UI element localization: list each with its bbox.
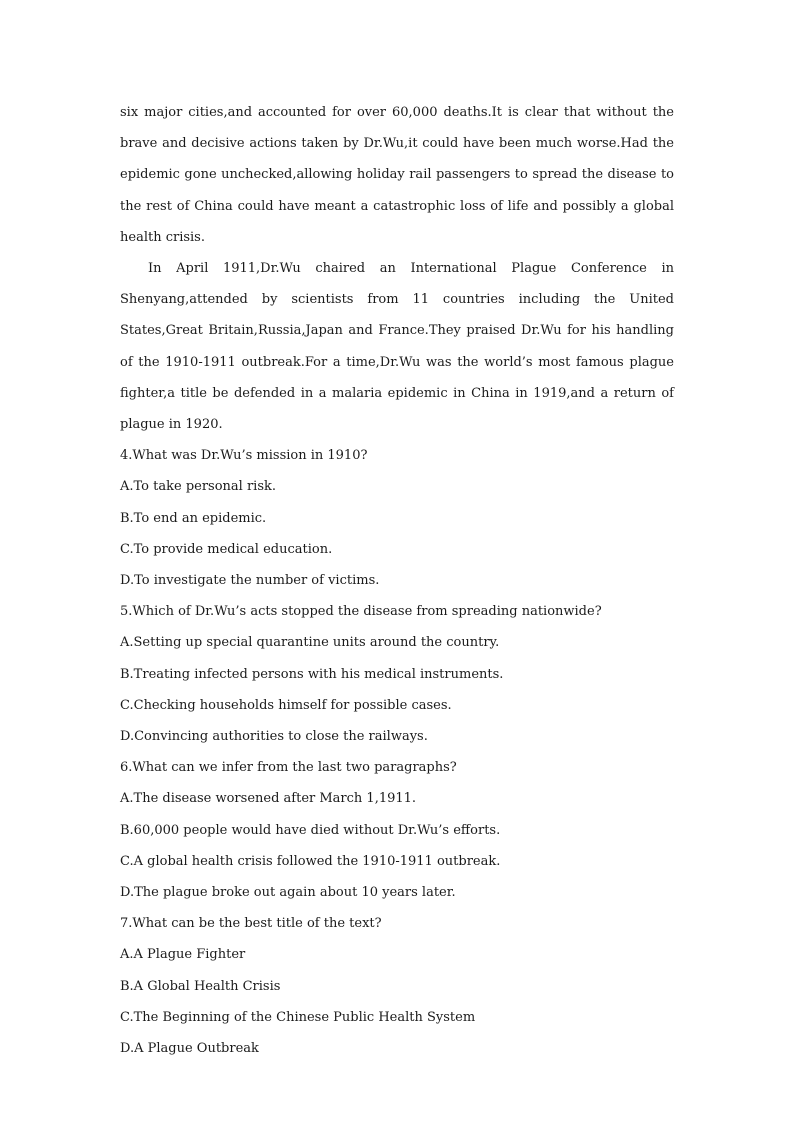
passage-paragraph: In April 1911,Dr.Wu chaired an International Plague Conference in Shenyang,attended by scientists from 11 countries including the United States,Great Britain,Russia,Japan and France.They praised Dr.Wu for his handling of the 1910-1911 outbreak.For a time,Dr.Wu was the world’s most famous plague fighter,a title be defended in a malaria epidemic in China in 1919,and a return of plague in 1920. [120, 261, 674, 433]
answer-option: A.To take personal risk. [120, 479, 277, 495]
question-4 [120, 440, 674, 596]
question-5 [120, 596, 674, 752]
answer-option: C.To provide medical education. [120, 541, 333, 557]
answer-option: D.To investigate the number of victims. [120, 573, 380, 589]
answer-option: C.The Beginning of the Chinese Public Health System [120, 1009, 476, 1025]
answer-option: C.A global health crisis followed the 1910-1911 outbreak. [120, 853, 501, 869]
answer-option: B.Treating infected persons with his medical instruments. [120, 666, 504, 682]
answer-option: A.A Plague Fighter [120, 947, 246, 963]
answer-option: D.The plague broke out again about 10 years later. [120, 885, 456, 901]
answer-option: B.A Global Health Crisis [120, 978, 281, 994]
answer-option: A.Setting up special quarantine units around the country. [120, 635, 500, 651]
passage-paragraph: six major cities,and accounted for over 60,000 deaths.It is clear that without the brave and decisive actions taken by Dr.Wu,it could have been much worse.Had the epidemic gone unchecked,allowing holiday rail passengers to spread the disease to the rest of China could have meant a catastrophic loss of life and possibly a global health crisis. [120, 105, 674, 245]
question-stem: 4.What was Dr.Wu’s mission in 1910? [120, 448, 368, 464]
question-stem: 7.What can be the best title of the text? [120, 916, 382, 932]
question-6 [120, 752, 674, 908]
answer-option: A.The disease worsened after March 1,1911. [120, 791, 417, 807]
answer-option: D.A Plague Outbreak [120, 1041, 259, 1057]
answer-option: D.Convincing authorities to close the railways. [120, 729, 428, 745]
answer-option: C.Checking households himself for possible cases. [120, 697, 452, 713]
question-stem: 5.Which of Dr.Wu’s acts stopped the disease from spreading nationwide? [120, 604, 602, 620]
answer-option: B.To end an epidemic. [120, 510, 267, 526]
answer-option: B.60,000 people would have died without Dr.Wu’s efforts. [120, 822, 501, 838]
question-stem: 6.What can we infer from the last two paragraphs? [120, 760, 457, 776]
question-7 [120, 908, 674, 1064]
document-page [120, 97, 674, 1064]
